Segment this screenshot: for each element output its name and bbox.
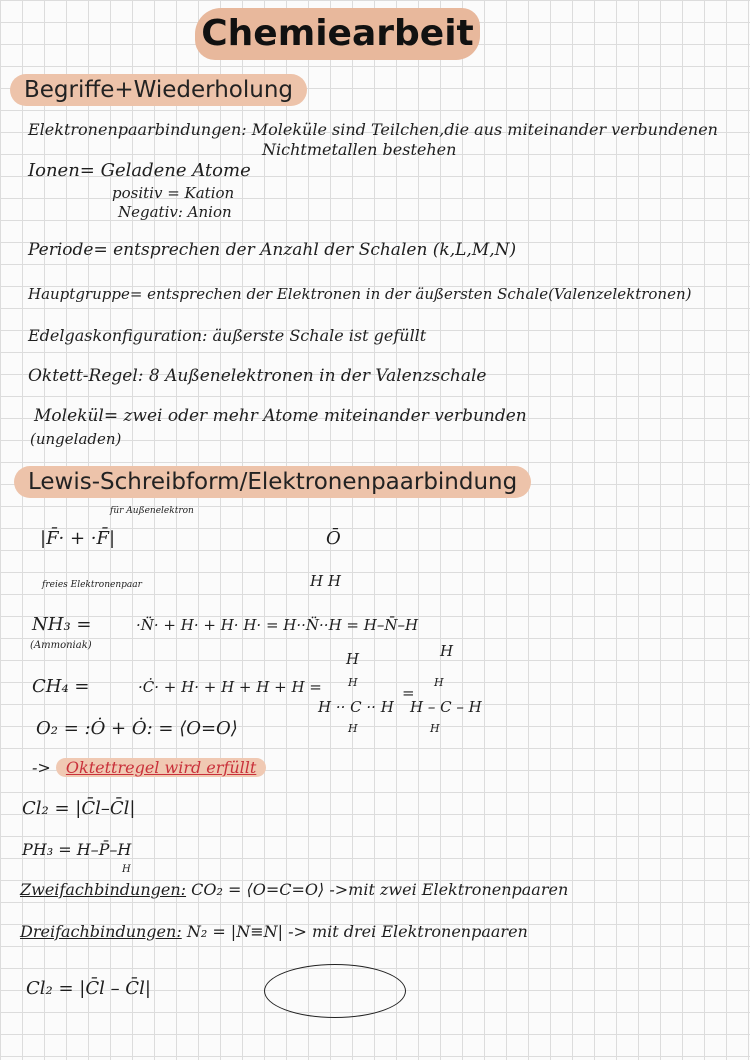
- ch4-lewis-top: H: [348, 676, 358, 689]
- term-ionen: Ionen= Geladene Atome: [28, 160, 251, 181]
- term-edelgaskonfiguration: Edelgaskonfiguration: äußerste Schale ist gefüllt: [28, 326, 427, 345]
- nh3-note: (Ammoniak): [30, 640, 92, 651]
- oktett-note-highlight: Oktettregel wird erfüllt: [56, 758, 266, 777]
- nh3-equation: ·N̈· + H· + H· H· = H··N̈··H = H–N̄–H: [136, 616, 419, 634]
- ch4-lewis-middle: H ·· C ·· H: [318, 698, 394, 716]
- note-aussenelektron: für Außenelektron: [110, 506, 194, 516]
- term-elektronenpaarbindungen: [28, 120, 718, 139]
- term-molekuel: Molekül= zwei oder mehr Atome miteinander verbunden: [34, 406, 527, 426]
- fluorine-lewis-equation: |F̄· + ·F̄|: [40, 528, 116, 549]
- term-periode: Periode= entsprechen der Anzahl der Schalen (k,L,M,N): [28, 240, 517, 260]
- ch4-label: CH₄ =: [32, 676, 90, 697]
- cl2-formula: Cl₂ = |C̄l–C̄l|: [22, 798, 136, 819]
- note-freies-elektronenpaar: freies Elektronenpaar: [42, 580, 142, 590]
- nh3-hydrogen-below: H: [346, 650, 360, 668]
- term-molekuel-note: (ungeladen): [30, 430, 122, 448]
- o2-equation: O₂ = :Ȯ + Ȯ: = ⟨O=O⟩: [36, 718, 238, 739]
- dreifachbindungen-line: [20, 922, 528, 941]
- drawn-ellipse: [264, 964, 406, 1018]
- ch4-equation: ·Ċ· + H· + H + H + H =: [138, 678, 322, 696]
- ch4-structure-middle: H – C – H: [410, 698, 482, 716]
- zweifach-label: Zweifachbindungen:: [20, 880, 187, 899]
- term-oktett-regel: Oktett-Regel: 8 Außenelektronen in der Valenzschale: [28, 366, 487, 386]
- term-ionen-positiv: positiv = Kation: [112, 184, 235, 202]
- water-hydrogens: H H: [310, 572, 341, 590]
- arrow-prefix: ->: [32, 758, 51, 777]
- section-heading-lewis: Lewis-Schreibform/Elektronenpaarbindung: [14, 466, 531, 498]
- section-heading-begriffe: Begriffe+Wiederholung: [10, 74, 307, 106]
- ph3-hydrogen-below: H: [122, 864, 131, 875]
- nh3-label: NH₃ =: [32, 614, 92, 635]
- term-hauptgruppe: Hauptgruppe= entsprechen der Elektronen in der äußersten Schale(Valenzelektronen): [28, 285, 692, 303]
- term-ionen-negativ: Negativ: Anion: [118, 203, 232, 221]
- water-oxygen: Ō: [326, 528, 341, 549]
- oktett-note-line: [32, 758, 266, 777]
- ch4-structure-equals: =: [402, 684, 415, 702]
- dreifach-formula: N₂ = |N≡N| -> mit drei Elektronenpaaren: [186, 922, 528, 941]
- ch4-structure-bottom: H: [430, 722, 440, 735]
- nh3-structure-hydrogen-below: H: [440, 642, 454, 660]
- ch4-lewis-bottom: H: [348, 722, 358, 735]
- dreifach-label: Dreifachbindungen:: [20, 922, 182, 941]
- zweifach-formula: CO₂ = ⟨O=C=O⟩ ->mit zwei Elektronenpaaren: [191, 880, 569, 899]
- cl2-formula-repeat: Cl₂ = |C̄l – C̄l|: [26, 978, 151, 999]
- ph3-formula: PH₃ = H–P̄–H: [22, 840, 132, 859]
- term-label: Elektronenpaarbindungen:: [28, 120, 247, 139]
- page-title: Chemiearbeit: [195, 8, 480, 60]
- term-definition: Moleküle sind Teilchen,die aus miteinander verbundenen: [251, 120, 718, 139]
- ch4-structure-top: H: [434, 676, 444, 689]
- zweifachbindungen-line: [20, 880, 568, 899]
- term-definition-continued: Nichtmetallen bestehen: [262, 140, 457, 159]
